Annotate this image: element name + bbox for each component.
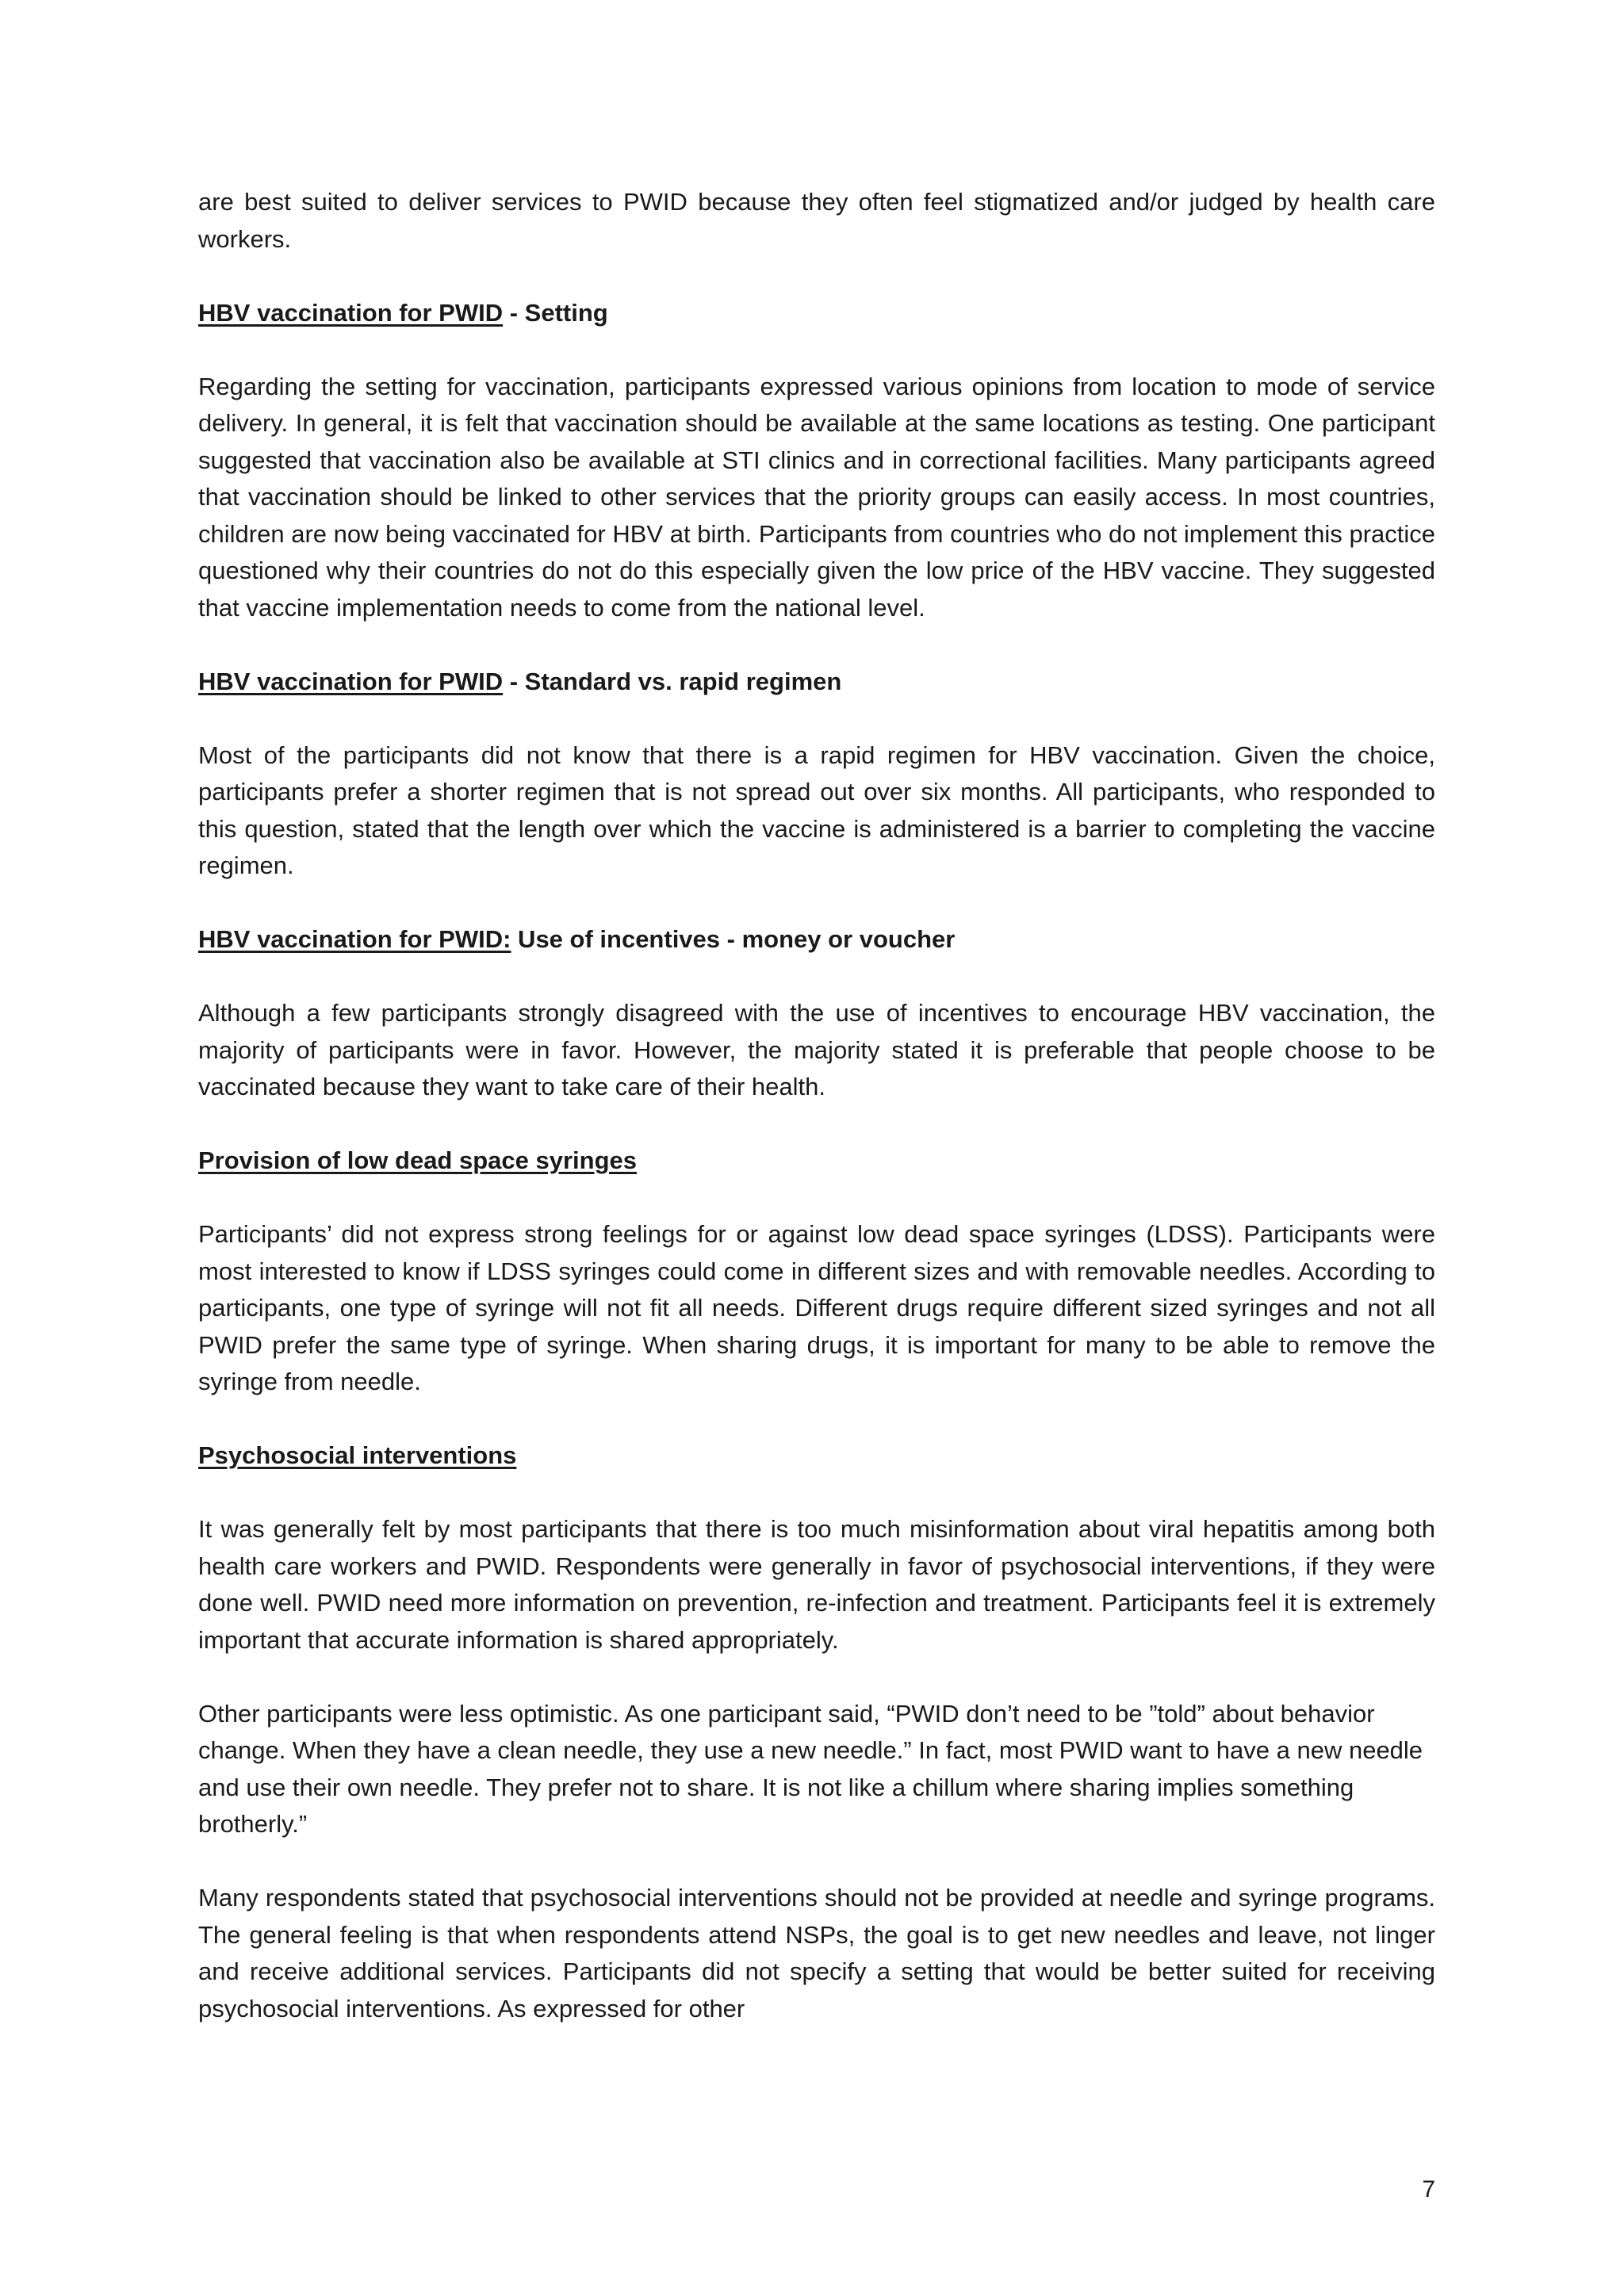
section-heading-psychosocial	[198, 1437, 1435, 1475]
section-heading-rest: Use of incentives - money or voucher	[511, 925, 956, 953]
section-heading-setting	[198, 295, 1435, 332]
paragraph: Most of the participants did not know that there is a rapid regimen for HBV vaccination. Given the choice, participants prefer a shorter regimen that is not spread out over six months. All participants, who responded to this question, stated that the length over which the vaccine is administered is a barrier to completing the vaccine regimen.	[198, 740, 1435, 879]
section-heading-underlined: Psychosocial interventions	[198, 1441, 517, 1469]
paragraph: Many respondents stated that psychosocial interventions should not be provided at needle and syringe programs. The general feeling is that when respondents attend NSPs, the goal is to get new needles and leave, not linger and receive additional services. Participants did not specify a setting that would be better suited for receiving psychosocial interventions. As expressed for other	[198, 1884, 1435, 2022]
document-body	[198, 184, 1435, 2027]
section-heading-incentives	[198, 921, 1435, 959]
intro-paragraph: are best suited to deliver services to PWID because they often feel stigmatized and/or judged by health care workers.	[198, 188, 1435, 253]
paragraph: Although a few participants strongly disagreed with the use of incentives to encourage HBV vaccination, the majority of participants were in favor. However, the majority stated it is preferable that people choose to be vaccinated because they want to take care of their health.	[198, 999, 1435, 1100]
section-heading-regimen	[198, 664, 1435, 701]
section-heading-underlined: HBV vaccination for PWID:	[198, 925, 511, 953]
page-number: 7	[1422, 2176, 1435, 2202]
paragraph: Regarding the setting for vaccination, participants expressed various opinions from location to mode of service delivery. In general, it is felt that vaccination should be available at the same locations as testing. One participant suggested that vaccination also be available at STI clinics and in correctional facilities. Many participants agreed that vaccination should be linked to other services that the priority groups can easily access. In most countries, children are now being vaccinated for HBV at birth. Participants from countries who do not implement this practice questioned why their countries do not do this especially given the low price of the HBV vaccine. They suggested that vaccine implementation needs to come from the national level.	[198, 372, 1435, 622]
section-heading-rest: - Setting	[503, 298, 608, 327]
paragraph: Other participants were less optimistic. As one participant said, “PWID don’t need to be ”told” about behavior change. When they have a clean needle, they use a new needle.” In fact, most PWID want to have a new needle and use their own needle. They prefer not to share. It is not like a chillum where sharing implies something brotherly.”	[198, 1699, 1423, 1838]
section-heading-underlined: HBV vaccination for PWID	[198, 298, 504, 327]
paragraph: It was generally felt by most participants that there is too much misinformation about viral hepatitis among both health care workers and PWID. Respondents were generally in favor of psychosocial interventions, if they were done well. PWID need more information on prevention, re-infection and treatment. Participants feel it is extremely important that accurate information is shared appropriately.	[198, 1515, 1435, 1654]
section-heading-underlined: Provision of low dead space syringes	[198, 1146, 638, 1174]
section-heading-ldss	[198, 1142, 1435, 1180]
paragraph: Participants’ did not express strong feelings for or against low dead space syringes (LDSS). Participants were most interested to know if LDSS syringes could come in different sizes and with removable needles. According to participants, one type of syringe will not fit all needs. Different drugs require different sized syringes and not all PWID prefer the same type of syringe. When sharing drugs, it is important for many to be able to remove the syringe from needle.	[198, 1220, 1435, 1395]
section-heading-rest: - Standard vs. rapid regimen	[503, 667, 842, 695]
section-heading-underlined: HBV vaccination for PWID	[198, 667, 504, 695]
